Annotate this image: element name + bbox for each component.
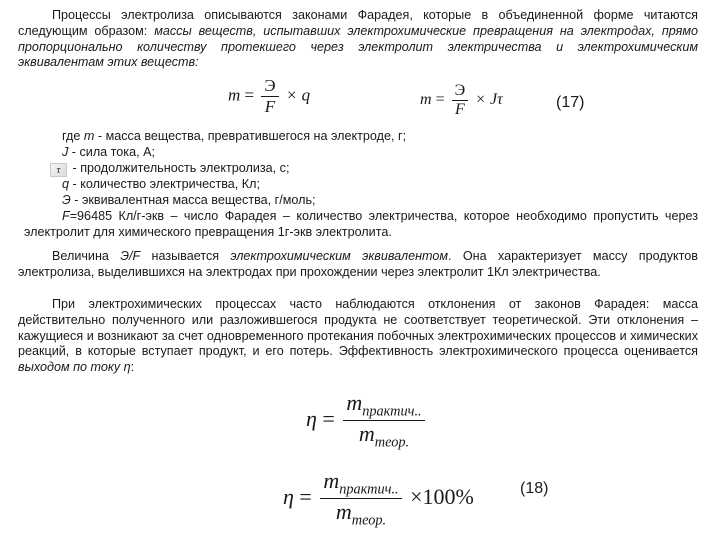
eq18-denominator (333, 499, 389, 529)
eq18-den-symbol: m (335, 499, 352, 525)
definition-prefix: где (62, 129, 84, 143)
eq17-right-numerator: Э (454, 82, 466, 99)
eq17-right-denominator: F (454, 101, 465, 118)
eq17-right-equals: = (435, 91, 445, 109)
eq17-left-numerator: Э (264, 76, 276, 95)
eq17-left-fraction (261, 76, 278, 117)
eta-den-symbol: m (358, 421, 375, 447)
magnitude-lead: Величина (52, 249, 121, 263)
equivalent-paragraph (18, 249, 698, 281)
eta-num-subscript: практич.. (362, 403, 422, 420)
magnitude-ratio: Э/F (120, 249, 141, 263)
equation-17-number: (17) (556, 94, 585, 111)
eta-den-subscript: теор. (374, 434, 410, 451)
faraday-symbol: F (62, 209, 70, 223)
definition-symbol: m (83, 129, 95, 143)
deviation-end: : (130, 360, 135, 375)
definition-text: - сила тока, А; (68, 145, 155, 159)
eta-fraction (343, 390, 424, 452)
deviation-text: При электрохимических процессах часто наблюдаются отклонения от законов Фарадея: масса действительно полученного или разложившегося продукта не соответствует теоретической. Эти отклонения – кажущиеся и возникают за счет одновременного протекания побочных электрохимических процессов и химических реакций, в которые вступает продукт, и его потерь. Эффективность электрохимического процесса оценивается (18, 297, 698, 359)
eta-numerator (343, 390, 424, 420)
magnitude-rest: . Она характеризует массу продуктов электролиза, выделившихся на электродах при прохождении через электролит 1Кл электричества. (18, 249, 698, 279)
eta-equals: = (322, 405, 335, 431)
eq17-right-fraction (452, 82, 469, 119)
faraday-text: =96485 Кл/г-экв – число Фарадея – количество электричества, которое необходимо пропустить через электролит для химического превращения 1г-экв электролита. (24, 209, 698, 239)
definition-tau (50, 161, 289, 177)
equation-17-right (420, 82, 503, 119)
eq17-left-equals: = (244, 85, 255, 105)
definition-e (62, 193, 316, 209)
deviation-paragraph (18, 297, 698, 376)
eta-num-symbol: m (346, 390, 363, 415)
eq17-right-lhs: m (420, 91, 432, 109)
eq18-fraction (320, 468, 401, 530)
eta-symbol: η (123, 360, 131, 375)
eq18-equals: = (299, 483, 312, 509)
definition-symbol: q (62, 177, 70, 191)
definition-j (62, 145, 155, 161)
tau-symbol-icon: τ (50, 163, 67, 177)
definition-symbol: J (62, 145, 69, 159)
eq18-den-subscript: теор. (351, 512, 387, 529)
eq18-numerator (320, 468, 401, 498)
eq18-num-subscript: практич.. (339, 481, 399, 498)
definition-text: - количество электричества, Кл; (69, 177, 260, 191)
magnitude-mid: называется (140, 249, 231, 263)
equation-18 (283, 468, 474, 530)
eta-formula (306, 390, 428, 452)
definition-text: - масса вещества, превратившегося на электроде, г; (94, 129, 407, 143)
intro-lead: Процессы электролиза описываются законами Фарадея, которые в объединенной форме читаются следующим образом: (18, 8, 698, 38)
eq17-left-lhs: m (228, 85, 241, 105)
equation-17-left (228, 76, 310, 117)
faraday-number-paragraph (24, 209, 698, 241)
eta-lhs: η (306, 405, 317, 431)
eq18-rest: ×100% (410, 483, 474, 509)
eq18-num-symbol: m (323, 468, 340, 493)
eta-denominator (356, 421, 412, 451)
eq17-right-rest: × Jτ (475, 91, 503, 109)
intro-paragraph (18, 8, 698, 71)
definition-symbol: Э (62, 193, 71, 207)
equation-18-number: (18) (520, 480, 549, 497)
electrochemical-equivalent-term: электрохимическим эквивалентом (230, 249, 449, 263)
eq18-lhs: η (283, 483, 294, 509)
definition-q (62, 177, 260, 193)
eq17-left-denominator: F (264, 97, 276, 116)
definition-m (62, 129, 406, 145)
definition-text: - продолжительность электролиза, с; (69, 161, 290, 175)
faraday-law-statement: массы веществ, испытавших электрохимические превращения на электродах, прямо пропорционально количеству протекшего через электролит электричества и электрохимическим эквивалентам этих веществ: (18, 23, 698, 70)
eq17-left-rest: × q (285, 85, 311, 105)
definition-text: - эквивалентная масса вещества, г/моль; (70, 193, 316, 207)
current-efficiency-term: выходом по току (18, 360, 121, 375)
